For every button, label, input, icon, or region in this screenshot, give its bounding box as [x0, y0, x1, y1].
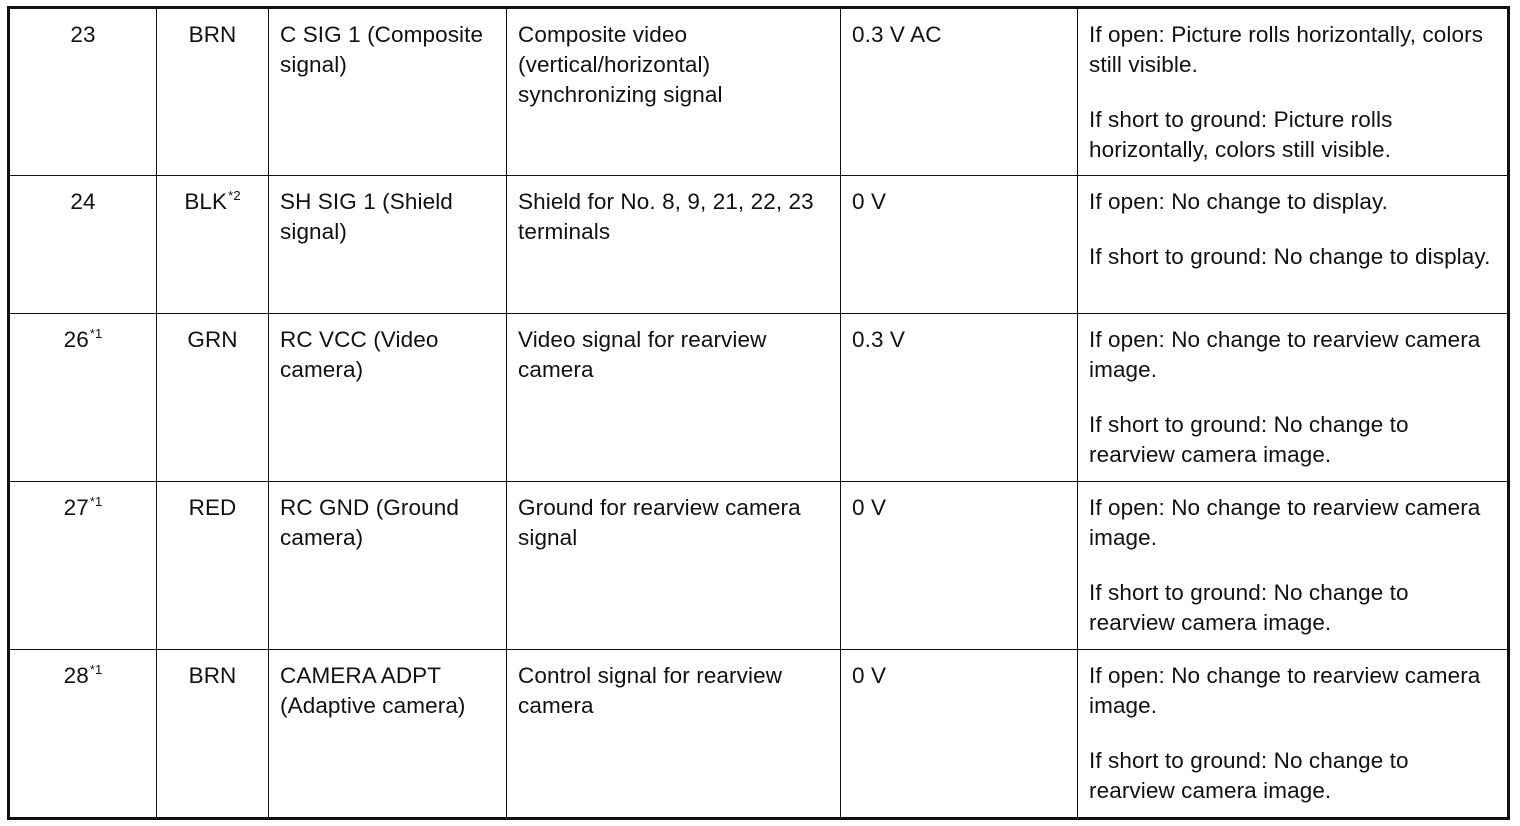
wire-color-cell [157, 314, 269, 482]
terminal-number: 26 [63, 327, 89, 352]
standard-value-cell [841, 8, 1078, 176]
diagnosis-text: If short to ground: No change to display. [1089, 244, 1491, 269]
terminal-footnote-mark: *1 [89, 494, 103, 509]
diagnosis-text: If short to ground: No change to rearview camera image. [1089, 748, 1409, 803]
diagnosis-text: If short to ground: No change to rearview camera image. [1089, 580, 1409, 635]
terminal-name-cell [269, 314, 507, 482]
terminal-no-cell [9, 650, 157, 819]
diagnosis-cell [1078, 8, 1509, 176]
table-row [9, 482, 1509, 650]
terminal-table [7, 6, 1510, 820]
standard-value: 0 V [852, 189, 887, 214]
terminal-table-body [9, 8, 1509, 819]
signal-description: Control signal for rearview camera [518, 663, 783, 718]
diagnosis-text: If open: No change to rearview camera image. [1089, 327, 1481, 382]
wire-color-cell [157, 176, 269, 314]
diagnosis-text: If open: Picture rolls horizontally, colors still visible. [1089, 22, 1484, 77]
wire-color-cell [157, 8, 269, 176]
standard-value: 0.3 V [852, 327, 906, 352]
diagnosis-text: If short to ground: Picture rolls horizontally, colors still visible. [1089, 107, 1393, 162]
description-cell [507, 314, 841, 482]
signal-description: Shield for No. 8, 9, 21, 22, 23 terminals [518, 189, 814, 244]
table-row [9, 650, 1509, 819]
table-row [9, 176, 1509, 314]
diagnosis-cell [1078, 650, 1509, 819]
table-row [9, 8, 1509, 176]
terminal-name: RC VCC (Video camera) [280, 327, 439, 382]
diagnosis-text: If open: No change to rearview camera image. [1089, 495, 1481, 550]
diagnosis-cell [1078, 482, 1509, 650]
diagnosis-text: If open: No change to display. [1089, 189, 1389, 214]
standard-value: 0 V [852, 495, 887, 520]
diagnosis-cell [1078, 314, 1509, 482]
terminal-no-cell [9, 176, 157, 314]
terminal-number: 27 [63, 495, 89, 520]
description-cell [507, 8, 841, 176]
signal-description: Ground for rearview camera signal [518, 495, 801, 550]
terminal-name-cell [269, 482, 507, 650]
terminal-name: CAMERA ADPT (Adaptive camera) [280, 663, 466, 718]
wire-color-cell [157, 650, 269, 819]
description-cell [507, 176, 841, 314]
standard-value-cell [841, 176, 1078, 314]
wire-color: BRN [188, 22, 237, 47]
wire-color: BRN [188, 663, 237, 688]
wire-color: RED [188, 495, 237, 520]
table-row [9, 314, 1509, 482]
terminal-footnote-mark: *1 [89, 326, 103, 341]
wire-color-footnote-mark: *2 [228, 188, 241, 203]
wire-color: GRN [187, 327, 238, 352]
terminal-name: SH SIG 1 (Shield signal) [280, 189, 453, 244]
signal-description: Composite video (vertical/horizontal) synchronizing signal [518, 22, 723, 107]
terminal-name-cell [269, 650, 507, 819]
terminal-number: 24 [70, 189, 96, 214]
terminal-name-cell [269, 8, 507, 176]
terminal-no-cell [9, 314, 157, 482]
signal-description: Video signal for rearview camera [518, 327, 767, 382]
terminal-name: RC GND (Ground camera) [280, 495, 459, 550]
diagnosis-text: If short to ground: No change to rearview camera image. [1089, 412, 1409, 467]
diagnosis-text: If open: No change to rearview camera image. [1089, 663, 1481, 718]
terminal-no-cell [9, 8, 157, 176]
standard-value-cell [841, 650, 1078, 819]
diagnosis-cell [1078, 176, 1509, 314]
terminal-number: 28 [63, 663, 89, 688]
terminal-no-cell [9, 482, 157, 650]
terminal-name-cell [269, 176, 507, 314]
wire-color-cell [157, 482, 269, 650]
description-cell [507, 482, 841, 650]
standard-value-cell [841, 314, 1078, 482]
wire-color: BLK [184, 189, 228, 214]
description-cell [507, 650, 841, 819]
terminal-number: 23 [70, 22, 96, 47]
standard-value: 0.3 V AC [852, 22, 942, 47]
standard-value: 0 V [852, 663, 887, 688]
terminal-footnote-mark: *1 [89, 662, 103, 677]
standard-value-cell [841, 482, 1078, 650]
terminal-name: C SIG 1 (Composite signal) [280, 22, 484, 77]
